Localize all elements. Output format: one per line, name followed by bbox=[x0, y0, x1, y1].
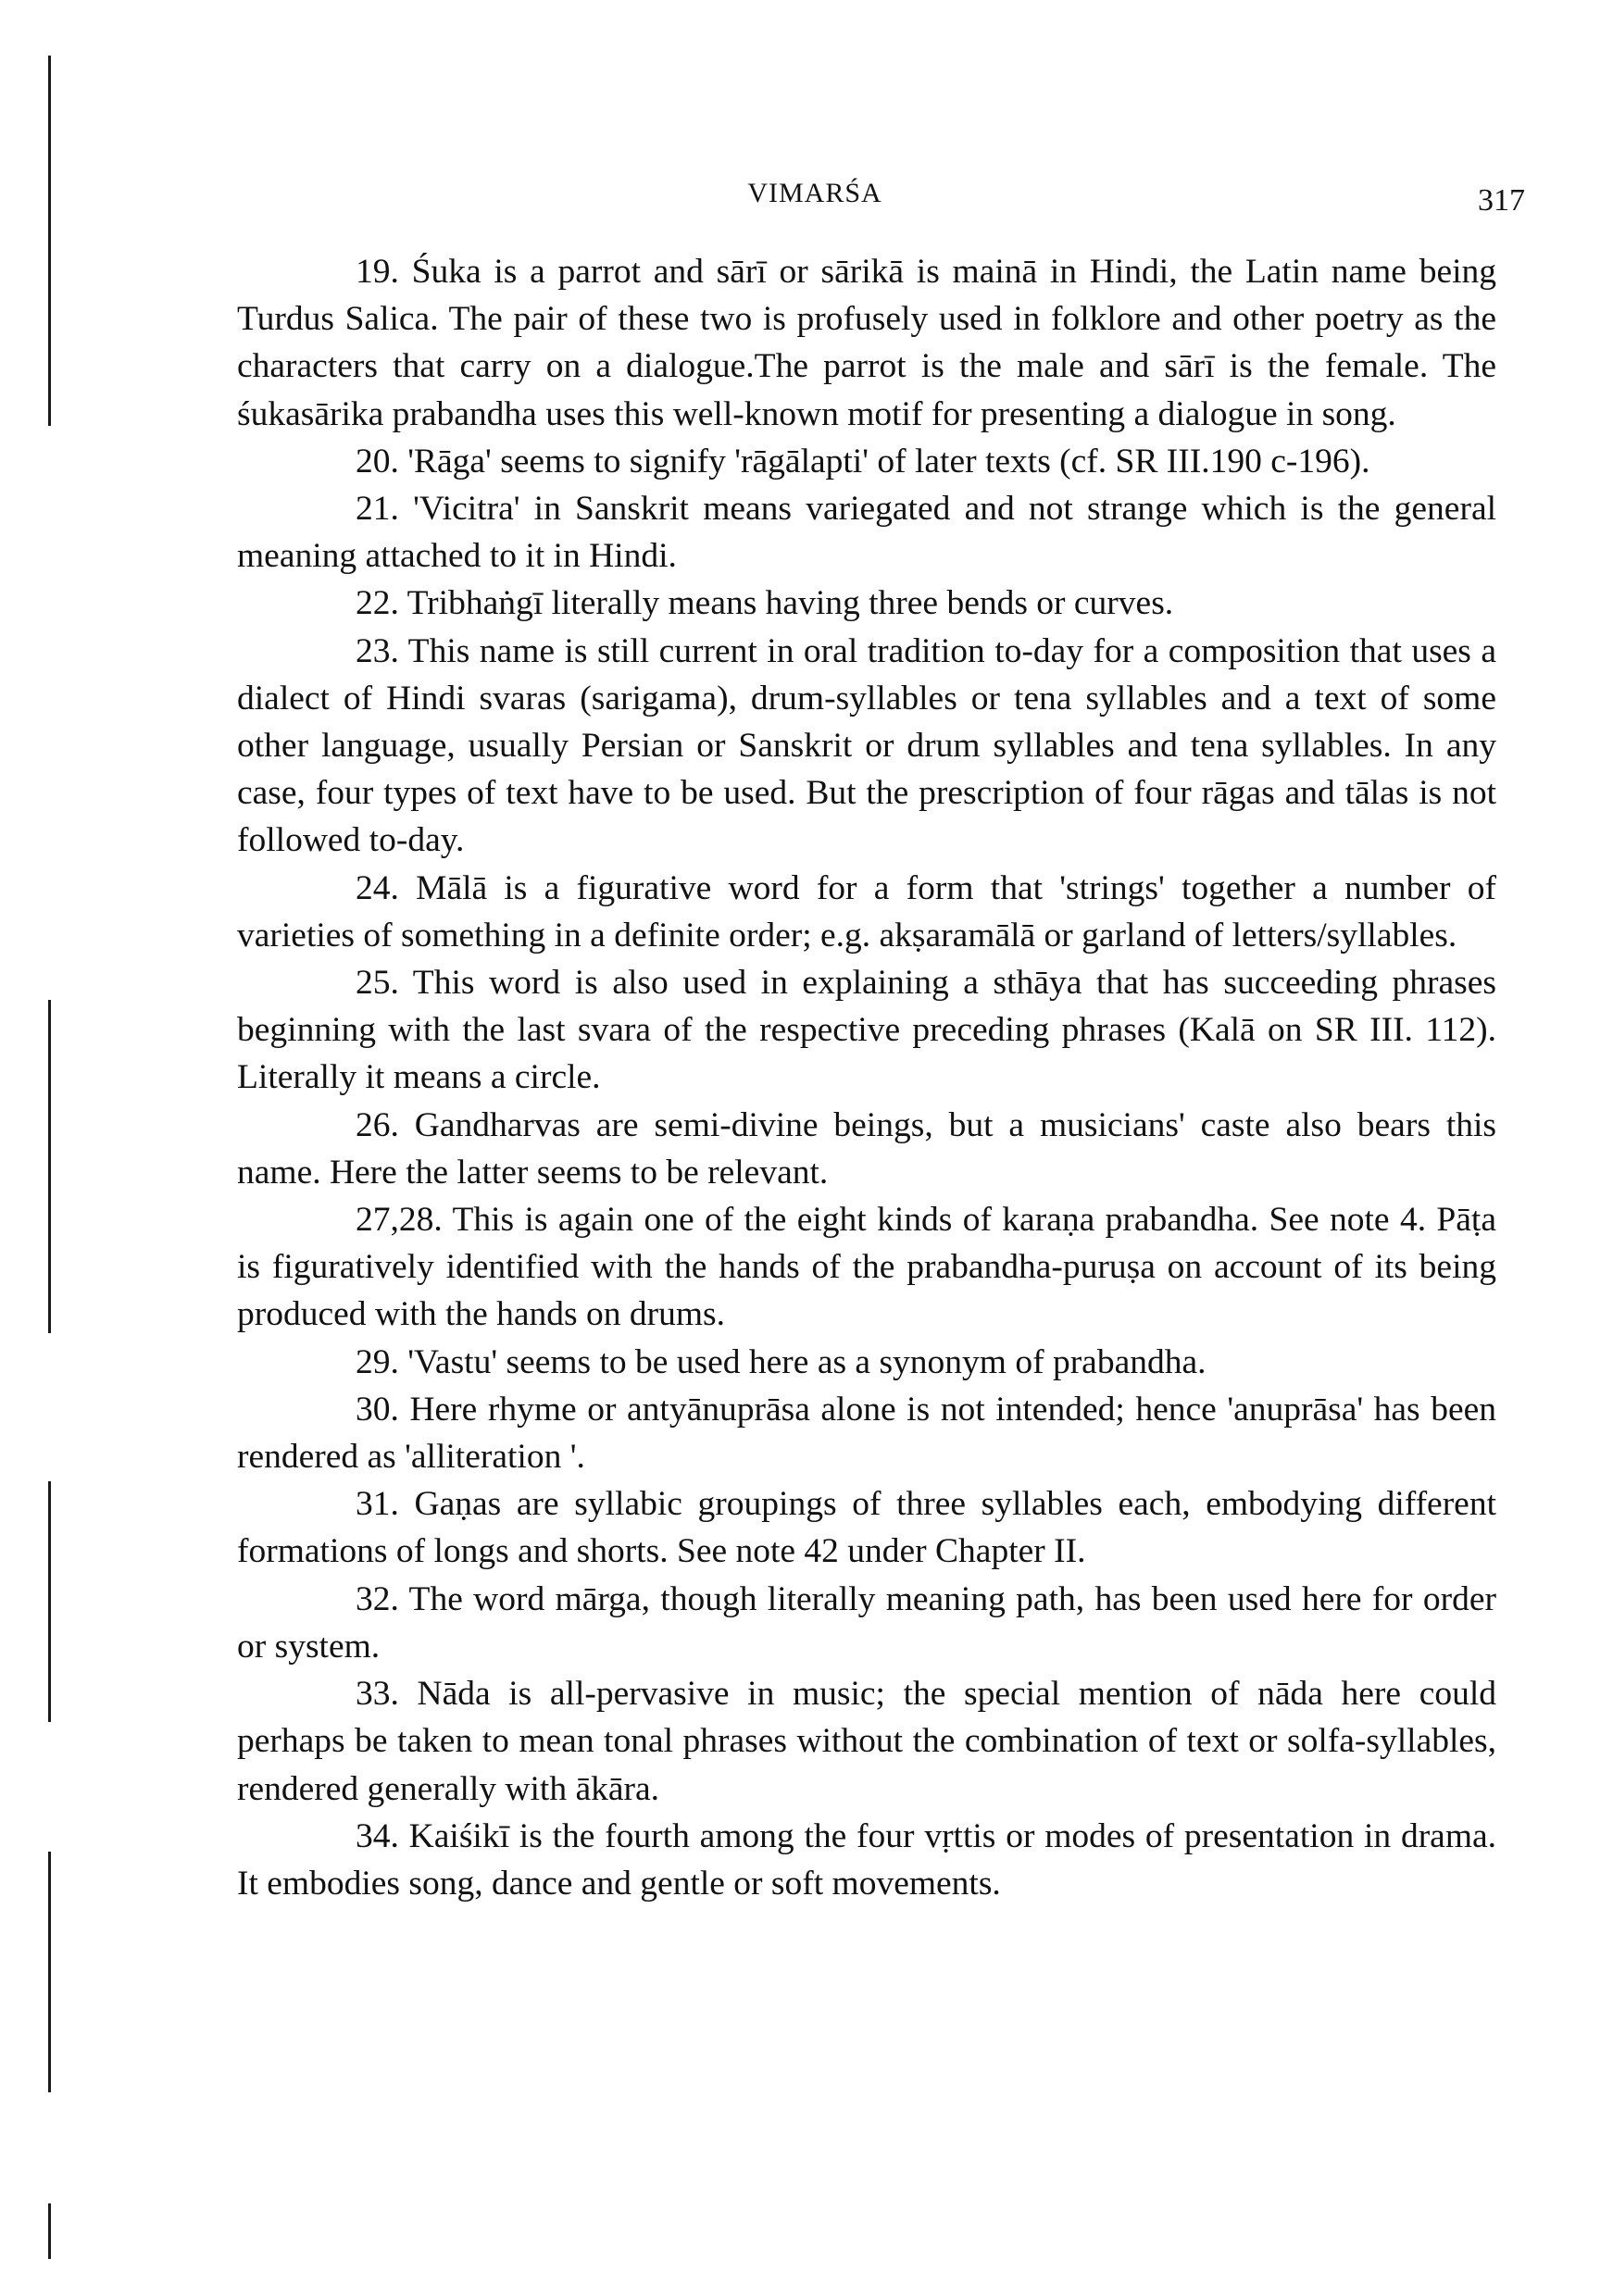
note-text: This is again one of the eight kinds of karaṇa prabandha. See note 4. Pāṭa is figuratively identified with the hands of the prabandha-puruṣa on account of its being produced with the hands on drums. bbox=[237, 1201, 1506, 1334]
note-21 bbox=[237, 485, 1506, 580]
note-26 bbox=[237, 1102, 1506, 1196]
note-number: 26. bbox=[356, 1105, 399, 1144]
note-text: Mālā is a figurative word for a form that 'strings' together a number of varieties of something in a definite order; e.g. akṣaramālā or garland of letters/syllables. bbox=[237, 868, 1506, 955]
note-text: The word mārga, though literally meaning path, has been used here for order or system. bbox=[237, 1579, 1506, 1666]
note-number: 20. bbox=[356, 442, 399, 480]
note-text: Gandharvas are semi-divine beings, but a musicians' caste also bears this name. Here the latter seems to be relevant. bbox=[237, 1105, 1506, 1192]
note-text: This word is also used in explaining a sthāya that has succeeding phrases beginning with the last svara of the respective preceding phrases (Kalā on SR III. 112). Literally it means a circle. bbox=[237, 964, 1506, 1097]
note-number: 21. bbox=[356, 490, 399, 529]
note-number: 19. bbox=[356, 253, 399, 291]
note-number: 32. bbox=[356, 1579, 399, 1618]
note-number: 25. bbox=[356, 964, 399, 1003]
note-32 bbox=[237, 1576, 1506, 1670]
note-text: Here rhyme or antyānuprāsa alone is not intended; hence 'anuprāsa' has been rendered as 'alliteration '. bbox=[237, 1390, 1506, 1477]
note-number: 30. bbox=[356, 1390, 399, 1429]
note-30 bbox=[237, 1386, 1506, 1480]
scan-margin-line bbox=[48, 1481, 51, 1722]
note-number: 23. bbox=[356, 631, 399, 670]
note-text: 'Vastu' seems to be used here as a synonym of prabandha. bbox=[407, 1342, 1207, 1381]
note-number: 27,28. bbox=[356, 1201, 443, 1240]
note-text: 'Vicitra' in Sanskrit means variegated and not strange which is the general meaning attached to it in Hindi. bbox=[237, 490, 1506, 576]
note-25 bbox=[237, 959, 1506, 1102]
note-number: 34. bbox=[356, 1816, 399, 1855]
note-33 bbox=[237, 1670, 1506, 1813]
scan-margin-line bbox=[48, 2203, 51, 2259]
scan-margin-line bbox=[48, 1852, 51, 2092]
endnotes bbox=[237, 248, 1506, 1907]
note-27-28 bbox=[237, 1196, 1506, 1339]
note-text: Kaiśikī is the fourth among the four vṛttis or modes of presentation in drama. It embodies song, dance and gentle or soft movements. bbox=[237, 1816, 1506, 1903]
note-34 bbox=[237, 1813, 1506, 1907]
note-text: Tribhaṅgī literally means having three bends or curves. bbox=[406, 584, 1174, 623]
note-text: This name is still current in oral tradition to-day for a composition that uses a dialect of Hindi svaras (sarigama), drum-syllables or tena syllables and a text of some other language, usually Persian or Sanskrit or drum syllables and tena syllables. In any case, four types of text have to be used. But the prescription of four rāgas and tālas is not followed to-day. bbox=[237, 631, 1506, 860]
page-header bbox=[0, 178, 1613, 222]
note-number: 24. bbox=[356, 868, 399, 907]
note-number: 29. bbox=[356, 1342, 399, 1381]
scan-margin-line bbox=[48, 56, 51, 426]
note-number: 33. bbox=[356, 1675, 399, 1714]
note-20 bbox=[237, 438, 1496, 485]
scan-margin-line bbox=[48, 1000, 51, 1333]
note-24 bbox=[237, 865, 1506, 959]
note-19 bbox=[237, 248, 1506, 438]
running-head: VIMARŚA bbox=[747, 178, 882, 208]
note-23 bbox=[237, 628, 1506, 865]
note-29 bbox=[237, 1339, 1496, 1386]
page-number: 317 bbox=[1478, 183, 1525, 218]
note-number: 31. bbox=[356, 1485, 399, 1524]
note-text: Nāda is all-pervasive in music; the special mention of nāda here could perhaps be taken to mean tonal phrases without the combination of text or solfa-syllables, rendered generally with ākāra. bbox=[237, 1675, 1506, 1808]
note-31 bbox=[237, 1480, 1506, 1575]
note-22 bbox=[237, 580, 1496, 627]
note-text: 'Rāga' seems to signify 'rāgālapti' of later texts (cf. SR III.190 c-196). bbox=[407, 442, 1370, 480]
note-text: Gaṇas are syllabic groupings of three syllables each, embodying different formations of longs and shorts. See note 42 under Chapter II. bbox=[237, 1485, 1506, 1571]
note-number: 22. bbox=[356, 584, 399, 623]
note-text: Śuka is a parrot and sārī or sārikā is mainā in Hindi, the Latin name being Turdus Salica. The pair of these two is profusely used in folklore and other poetry as the characters that carry on a dialogue.The parrot is the male and sārī is the female. The śukasārika prabandha uses this well-known motif for presenting a dialogue in song. bbox=[237, 253, 1506, 433]
